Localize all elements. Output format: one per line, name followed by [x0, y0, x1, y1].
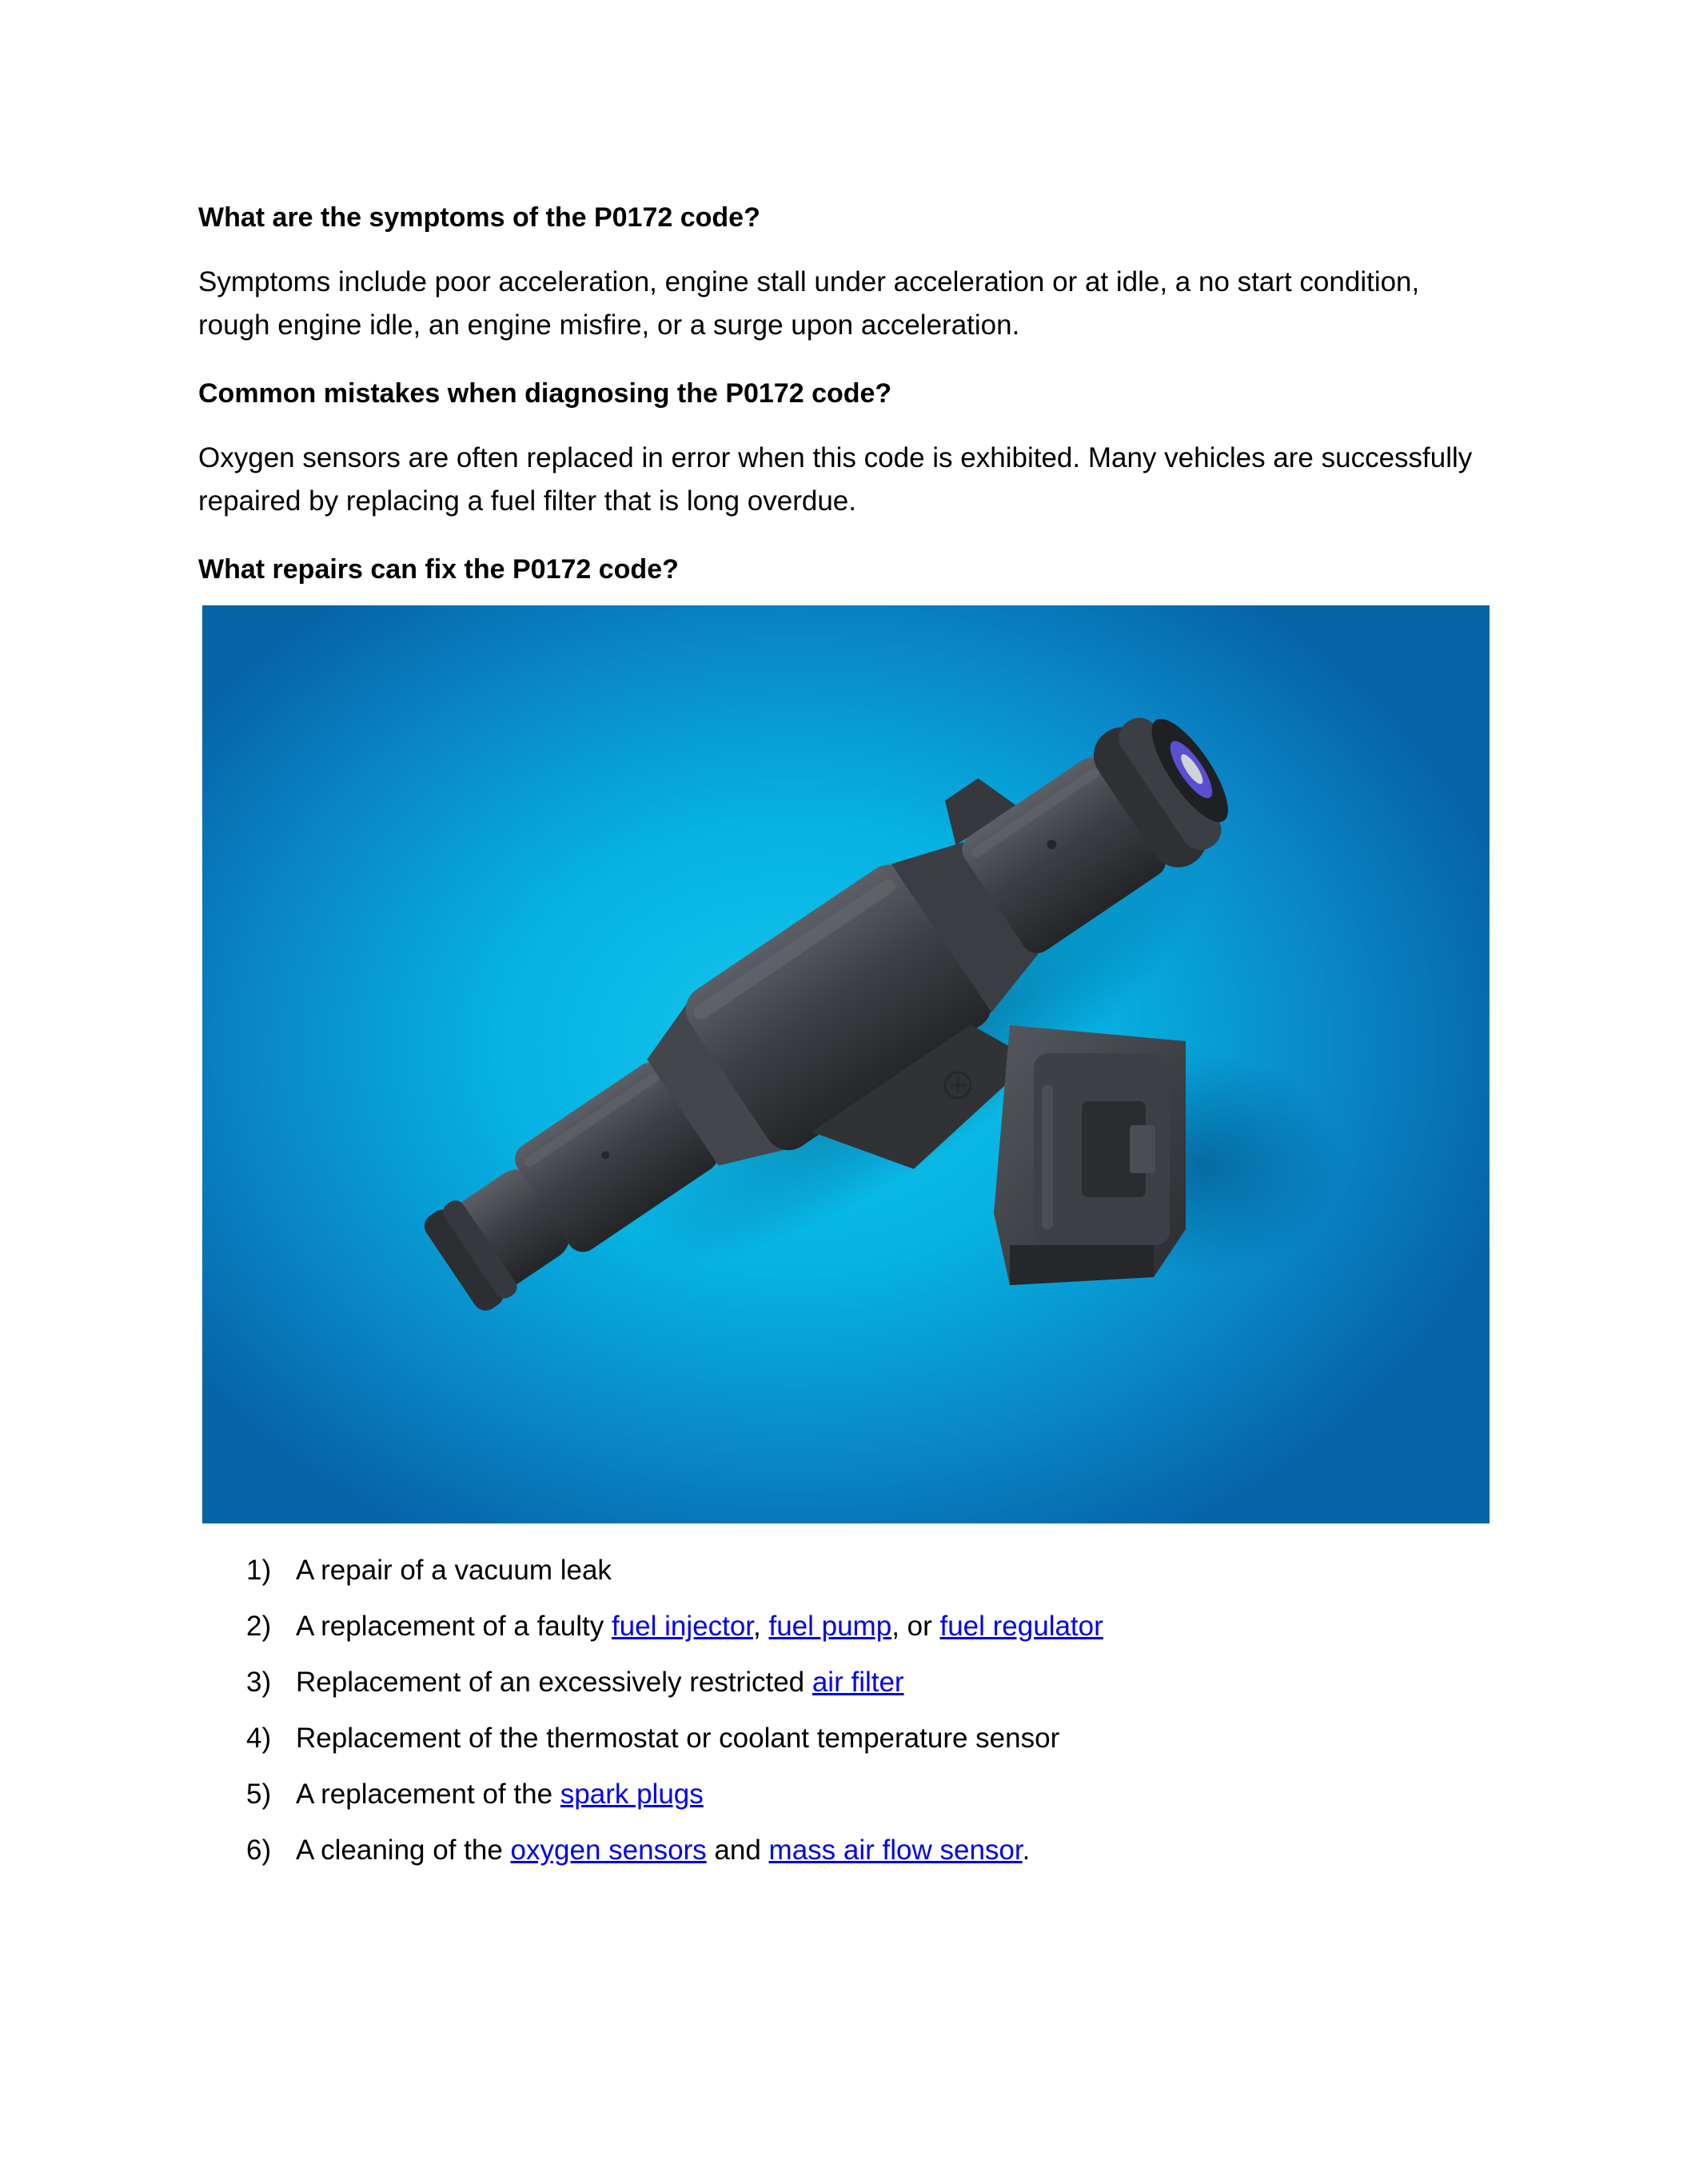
list-number: 3) — [246, 1667, 272, 1698]
list-text: A replacement of the spark plugs — [296, 1779, 704, 1810]
list-item — [246, 1609, 1494, 1644]
list-item — [246, 1721, 1494, 1756]
list-text: A repair of a vacuum leak — [296, 1555, 612, 1586]
list-item — [246, 1665, 1494, 1700]
link-fuel-pump[interactable]: fuel pump — [768, 1611, 892, 1642]
list-text: A replacement of a faulty fuel injector, fuel pump, or fuel regulator — [296, 1611, 1103, 1642]
list-text: Replacement of the thermostat or coolant temperature sensor — [296, 1723, 1060, 1754]
paragraph-common-mistakes: Oxygen sensors are often replaced in error when this code is exhibited. Many vehicles are successfully repaired by replacing a fuel filter that is long overdue. — [198, 442, 1473, 517]
list-number: 4) — [246, 1723, 272, 1754]
list-number: 1) — [246, 1555, 272, 1586]
fuel-injector-illustration — [202, 605, 1490, 1523]
link-spark-plugs[interactable]: spark plugs — [560, 1779, 704, 1810]
repairs-list — [246, 1553, 1494, 1889]
heading-symptoms: What are the symptoms of the P0172 code? — [198, 202, 760, 233]
list-number: 2) — [246, 1611, 272, 1642]
list-number: 5) — [246, 1779, 272, 1810]
list-item — [246, 1553, 1494, 1588]
link-fuel-regulator[interactable]: fuel regulator — [939, 1611, 1103, 1642]
list-number: 6) — [246, 1835, 272, 1866]
list-text: A cleaning of the oxygen sensors and mass air flow sensor. — [296, 1835, 1031, 1866]
fuel-injector-photo — [202, 605, 1490, 1523]
article-body — [198, 197, 1494, 590]
link-air-filter[interactable]: air filter — [812, 1667, 904, 1698]
heading-repairs: What repairs can fix the P0172 code? — [198, 554, 679, 585]
heading-common-mistakes: Common mistakes when diagnosing the P0172 code? — [198, 378, 892, 409]
paragraph-symptoms: Symptoms include poor acceleration, engine stall under acceleration or at idle, a no start condition, rough engine idle, an engine misfire, or a surge upon acceleration. — [198, 266, 1420, 341]
list-item — [246, 1833, 1494, 1868]
link-oxygen-sensors[interactable]: oxygen sensors — [510, 1835, 707, 1866]
list-text: Replacement of an excessively restricted air filter — [296, 1667, 904, 1698]
link-mass-air-flow-sensor[interactable]: mass air flow sensor — [768, 1835, 1023, 1866]
link-fuel-injector[interactable]: fuel injector — [611, 1611, 754, 1642]
list-item — [246, 1777, 1494, 1812]
